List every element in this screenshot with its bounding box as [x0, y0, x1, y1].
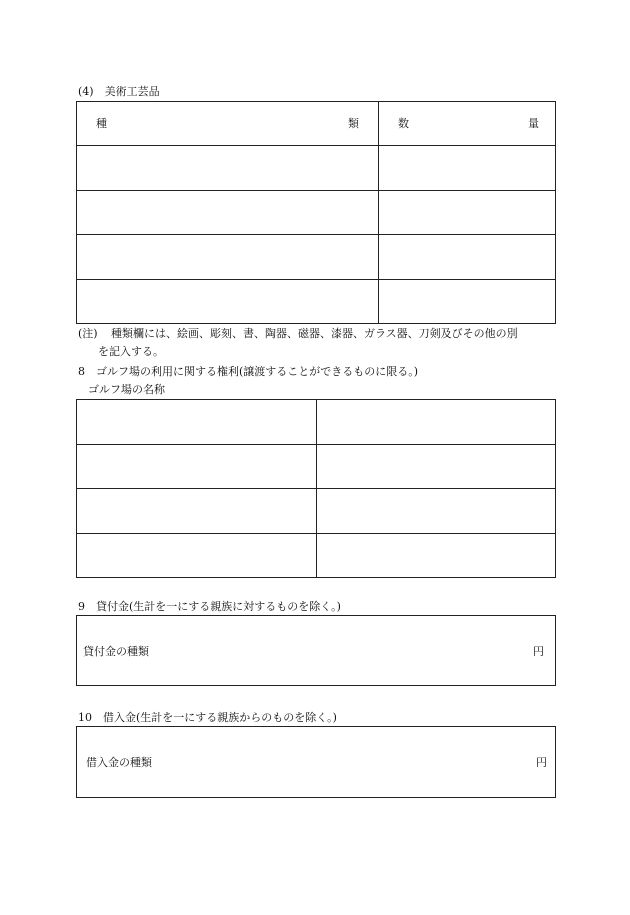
note-marker: (注)	[78, 327, 98, 340]
art-table	[76, 101, 556, 324]
loan-type-label: 貸付金の種類	[83, 645, 149, 658]
art-table-row-divider	[76, 279, 556, 280]
golf-subheading: ゴルフ場の名称	[88, 383, 165, 396]
note-line-2: を記入する。	[98, 345, 164, 358]
art-table-row-divider	[76, 190, 556, 191]
art-section-heading: (4) 美術工芸品	[78, 85, 160, 98]
borrow-unit-yen: 円	[536, 756, 547, 769]
art-table-row-divider	[76, 234, 556, 235]
borrow-type-label: 借入金の種類	[86, 756, 152, 769]
art-col-qty-char1: 数	[398, 117, 409, 130]
loan-unit-yen: 円	[533, 645, 544, 658]
art-table-header-divider	[76, 145, 556, 146]
borrow-section-heading: 10 借入金(生計を一にする親族からのものを除く。)	[78, 711, 337, 724]
art-table-col-divider	[378, 101, 379, 324]
art-col-qty-char2: 量	[528, 117, 539, 130]
note-line-1: 種類欄には、絵画、彫刻、書、陶器、磁器、漆器、ガラス器、刀剣及びその他の別	[111, 327, 518, 340]
golf-table-row-divider	[76, 488, 556, 489]
golf-section-heading: 8 ゴルフ場の利用に関する権利(譲渡することができるものに限る。)	[78, 365, 419, 378]
art-col-type-char1: 種	[96, 117, 107, 130]
golf-table-row-divider	[76, 444, 556, 445]
art-col-type-char2: 類	[348, 117, 359, 130]
golf-table-row-divider	[76, 533, 556, 534]
loan-section-heading: 9 貸付金(生計を一にする親族に対するものを除く。)	[78, 600, 341, 613]
